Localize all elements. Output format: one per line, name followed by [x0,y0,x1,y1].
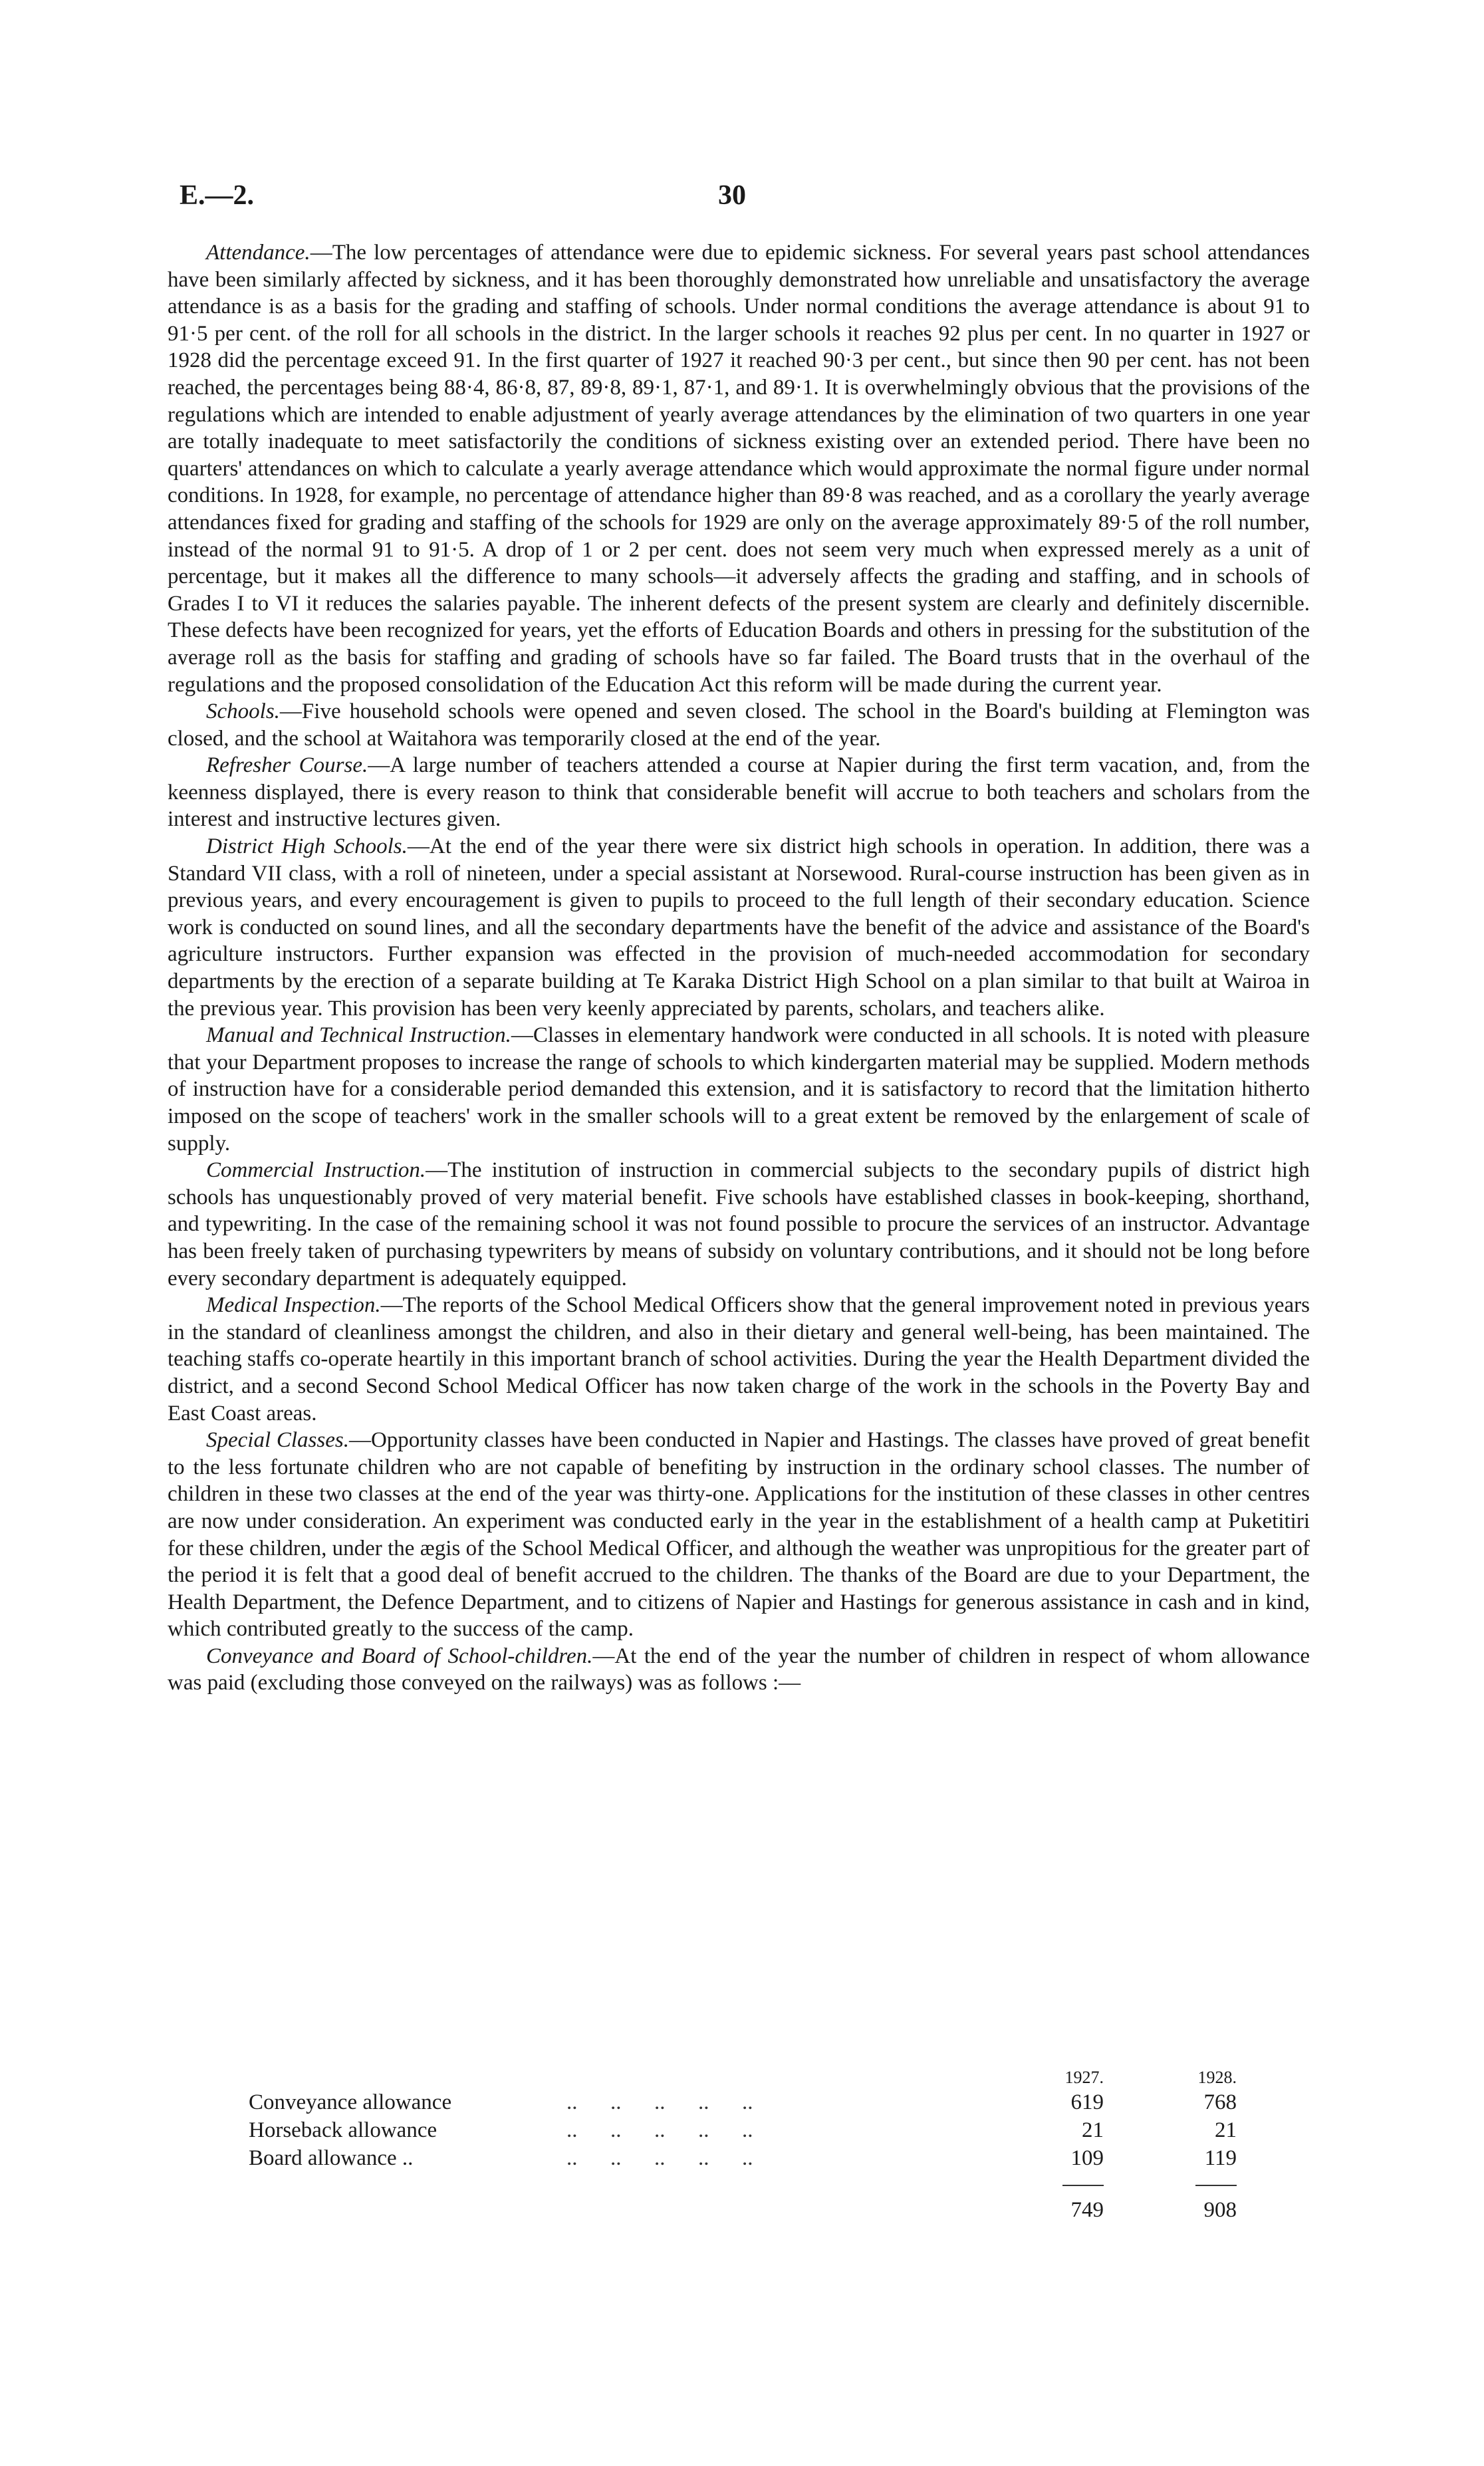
paragraph-attendance [168,239,1310,698]
total-1927: 749 [1070,2198,1104,2222]
row-label: Conveyance allowance [249,2090,452,2114]
paragraph-conveyance [168,1643,1310,1697]
value-1928: 768 [1203,2090,1237,2114]
column-header-1927: 1927. [1064,2068,1104,2087]
paragraph-text: —A large number of teachers attended a course at Napier during the first term vacation, and, from the keenness displayed, there is every reason to think that considerable benefit will accrue to both teachers and scholars from the interest and instructive lectures given. [168,753,1310,832]
paragraph-text: —Classes in elementary handwork were conducted in all schools. It is noted with pleasure that your Department proposes to increase the range of schools to which kindergarten material may be supplied. Modern methods of instruction have for a considerable period demanded this extension, and it is satisfactory to record that the limitation hitherto imposed on the scope of teachers' work in the smaller schools will to a great extent be removed by the enlargement of scale of supply. [168,1023,1310,1156]
paragraph-district-high-schools [168,833,1310,1022]
total-rule [1195,2185,1237,2186]
leader-dots: .. .. .. .. .. [566,2090,753,2114]
row-label: Horseback allowance [249,2118,437,2142]
paragraph-text: —Opportunity classes have been conducted in Napier and Hastings. The classes have proved of great benefit to the less fortunate children who are not capable of benefiting by instruction in the ordinary school classes. The number of children in these two classes at the end of the year was thirty-one. Applications for the institution of these classes in other centres are now under consideration. An experiment was conducted early in the year in the establishment of a health camp at Puketitiri for these children, under the ægis of the School Medical Officer, and although the weather was unpropitious for the greater part of the period it is felt that a good deal of benefit accrued to the children. The thanks of the Board are due to your Department, the Health Department, the Defence Department, and to citizens of Napier and Hastings for generous assistance in cash and in kind, which contributed greatly to the success of the camp. [168,1428,1310,1642]
paragraph-text: —The institution of instruction in commercial subjects to the secondary pupils of district high schools has unquestionably proved of very material benefit. Five schools have established classes in book-keeping, shorthand, and typewriting. In the case of the remaining school it was not found possible to procure the services of an instructor. Advantage has been freely taken of purchasing typewriters by means of subsidy on voluntary contributions, and it should not be long before every secondary department is adequately equipped. [168,1158,1310,1291]
paragraph-schools [168,698,1310,752]
paragraph-heading: Conveyance and Board of School-children. [206,1644,593,1668]
paragraph-commercial [168,1157,1310,1292]
page-number: 30 [718,180,746,211]
paragraph-text: —Five household schools were opened and seven closed. The school in the Board's building at Flemington was closed, and the school at Waitahora was temporarily closed at the end of the year. [168,699,1310,751]
document-reference: E.—2. [180,180,255,211]
totals-row [168,2198,1310,2227]
value-1928: 119 [1204,2146,1237,2170]
paragraph-special-classes [168,1427,1310,1643]
paragraph-heading: Commercial Instruction. [206,1158,426,1183]
paragraph-heading: Schools. [206,699,280,724]
leader-dots: .. .. .. .. .. [566,2146,753,2170]
total-rule-row [168,2174,1310,2198]
value-1928: 21 [1215,2118,1237,2142]
paragraph-refresher-course [168,752,1310,833]
table-row [168,2118,1310,2146]
paragraph-medical [168,1292,1310,1427]
total-1928: 908 [1203,2198,1237,2222]
paragraph-text: —The low percentages of attendance were due to epidemic sickness. For several years past school attendances have been similarly affected by sickness, and it has been thoroughly demonstrated how unreliable and unsatisfactory the average attendance is as a basis for the grading and staffing of schools. Under normal conditions the average attendance is about 91 to 91·5 per cent. of the roll for all schools in the district. In the larger schools it reaches 92 plus per cent. In no quarter in 1927 or 1928 did the percentage exceed 91. In the first quarter of 1927 it reached 90·3 per cent., but since then 90 per cent. has not been reached, the percentages being 88·4, 86·8, 87, 89·8, 89·1, 87·1, and 89·1. It is overwhelmingly obvious that the provisions of the regulations which are intended to enable adjustment of yearly average attendances by the elimination of two quarters in one year are totally inadequate to meet satisfactorily the conditions of sickness existing over an extended period. There have been no quarters' attendances on which to calculate a yearly average attendance which would approximate the normal figure under normal conditions. In 1928, for example, no percentage of attendance higher than 89·8 was reached, and as a corollary the yearly average attendances fixed for grading and staffing of the schools for 1929 are only on the average approximately 89·5 of the roll number, instead of the normal 91 to 91·5. A drop of 1 or 2 per cent. does not seem very much when expressed merely as a unit of percentage, but it makes all the difference to many schools—it adversely affects the grading and staffing, and in schools of Grades I to VI it reduces the salaries payable. The inherent defects of the present system are clearly and definitely discernible. These defects have been recognized for years, yet the efforts of Education Boards and others in pressing for the substitution of the average roll as the basis for staffing and grading of schools have so far failed. The Board trusts that in the overhaul of the regulations and the proposed consolidation of the Education Act this reform will be made during the current year. [168,241,1310,697]
table-row [168,2146,1310,2174]
paragraph-manual-technical [168,1022,1310,1157]
column-header-1928: 1928. [1197,2068,1237,2087]
paragraph-heading: District High Schools. [206,834,408,859]
allowance-table [168,2068,1310,2227]
row-label: Board allowance .. [249,2146,414,2170]
paragraph-heading: Manual and Technical Instruction. [206,1023,511,1048]
table-header-row [168,2068,1310,2090]
paragraph-text: —At the end of the year the number of children in respect of whom allowance was paid (excluding those conveyed on the railways) was as follows :— [168,1644,1310,1695]
paragraph-heading: Attendance. [206,241,310,265]
value-1927: 619 [1070,2090,1104,2114]
page-header [0,180,1484,219]
paragraph-heading: Medical Inspection. [206,1293,381,1318]
value-1927: 21 [1082,2118,1104,2142]
report-body [168,239,1310,1697]
table-row [168,2090,1310,2118]
value-1927: 109 [1070,2146,1104,2170]
paragraph-text: —At the end of the year there were six district high schools in operation. In addition, there was a Standard VII class, with a roll of nineteen, under a special assistant at Norsewood. Rural-course instruction has been given as in previous years, and every encouragement is given to pupils to proceed to the full length of their secondary education. Science work is conducted on sound lines, and all the secondary departments have the benefit of the advice and assistance of the Board's agriculture instructors. Further expansion was effected in the provision of much-needed accommodation for secondary departments by the erection of a separate building at Te Karaka District High School on a plan similar to that built at Wairoa in the previous year. This provision has been very keenly appreciated by parents, scholars, and teachers alike. [168,834,1310,1021]
total-rule [1062,2185,1104,2186]
paragraph-heading: Special Classes. [206,1428,349,1453]
paragraph-heading: Refresher Course. [206,753,368,778]
leader-dots: .. .. .. .. .. [566,2118,753,2142]
paragraph-text: —The reports of the School Medical Officers show that the general improvement noted in previous years in the standard of cleanliness amongst the children, and also in their dietary and general well-being, has been maintained. The teaching staffs co-operate heartily in this important branch of school activities. During the year the Health Department divided the district, and a second Second School Medical Officer has now taken charge of the work in the schools in the Poverty Bay and East Coast areas. [168,1293,1310,1425]
